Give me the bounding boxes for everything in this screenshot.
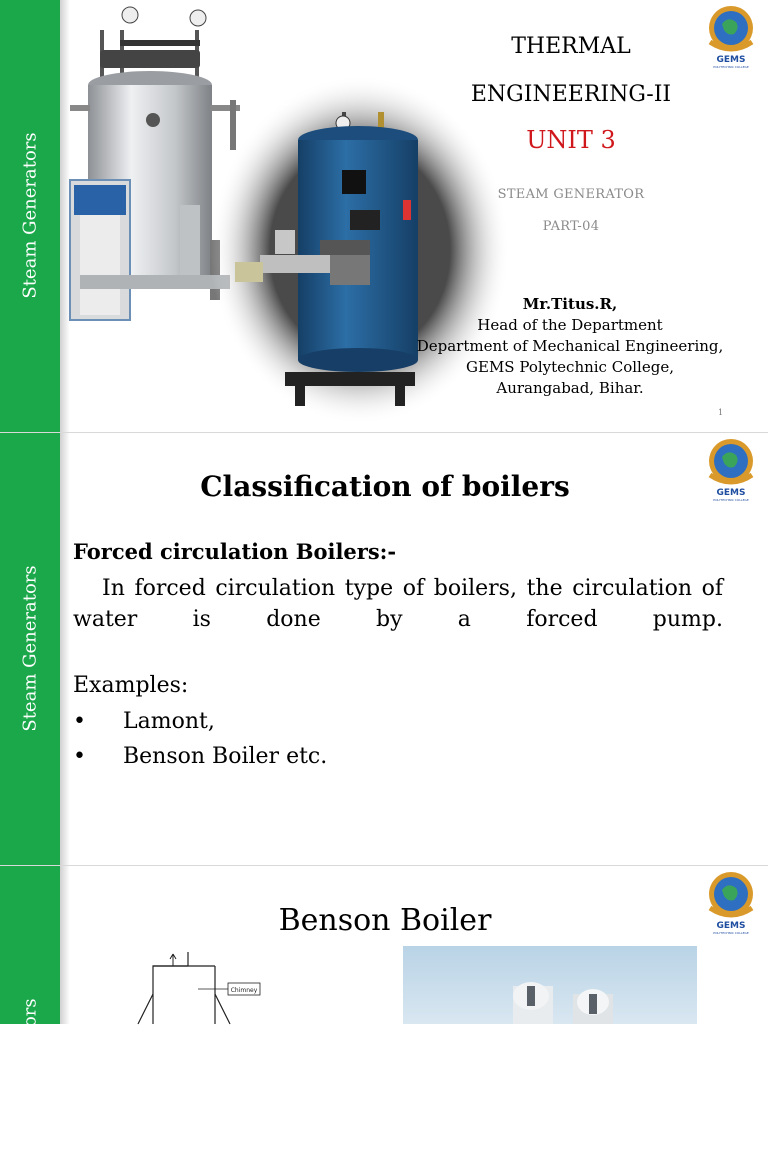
gems-logo: [702, 2, 760, 72]
list-item-text: Lamont,: [123, 709, 215, 734]
author-name: Mr.Titus.R,: [522, 295, 618, 313]
section-heading: Forced circulation Boilers:-: [73, 539, 397, 564]
gems-logo-text: GEMS: [716, 55, 746, 65]
gems-logo: [702, 435, 760, 505]
slide-benson: [0, 866, 768, 1165]
slide-title: Benson Boiler: [278, 903, 492, 938]
slide-title: [0, 0, 768, 432]
benson-diagram: [118, 954, 278, 1024]
subtitle: STEAM GENERATOR: [497, 187, 645, 202]
author-department: Department of Mechanical Engineering,: [416, 337, 724, 355]
gems-logo-tagline: POLYTECHNIC COLLEGE: [713, 498, 749, 502]
chimney-label: Chimney: [230, 987, 258, 994]
gems-logo-text: GEMS: [716, 921, 746, 931]
sidebar-label: Steam Generators: [19, 565, 41, 732]
course-title-line1: THERMAL: [511, 34, 631, 59]
unit-label: UNIT 3: [526, 126, 616, 154]
sidebar-label: Steam Generators: [19, 132, 41, 299]
author-location: Aurangabad, Bihar.: [496, 379, 644, 397]
body-paragraph: [73, 573, 723, 635]
benson-boiler-photo: [403, 946, 697, 1024]
page-number: 1: [718, 408, 724, 417]
gems-logo-text: GEMS: [716, 488, 746, 498]
part-label: PART-04: [542, 219, 600, 234]
examples-label: Examples:: [73, 673, 189, 698]
course-title-line2: ENGINEERING-II: [470, 82, 672, 107]
author-block: [400, 294, 740, 399]
slide-title: Classification of boilers: [200, 470, 570, 503]
gems-logo-tagline: POLYTECHNIC COLLEGE: [713, 931, 749, 935]
gems-logo: [702, 868, 760, 938]
slide-classification: Steam Generators GEMS POLYTECHNIC COLLEGE Classification of boilers Forced circulation Boilers:- In forced circulation type of boilers, the circulation of water is done by a forced pump. Examples: • Lamont, • Benson Boiler etc.: [0, 433, 768, 865]
body-paragraph-text: In forced circulation type of boilers, the circulation of water is done by a forced pump.: [73, 576, 723, 632]
author-college: GEMS Polytechnic College,: [466, 358, 674, 376]
author-role: Head of the Department: [477, 316, 663, 334]
list-item-text: Benson Boiler etc.: [123, 744, 328, 769]
gems-logo-tagline: POLYTECHNIC COLLEGE: [713, 65, 749, 69]
sidebar-label: Steam Generators: [19, 998, 41, 1165]
